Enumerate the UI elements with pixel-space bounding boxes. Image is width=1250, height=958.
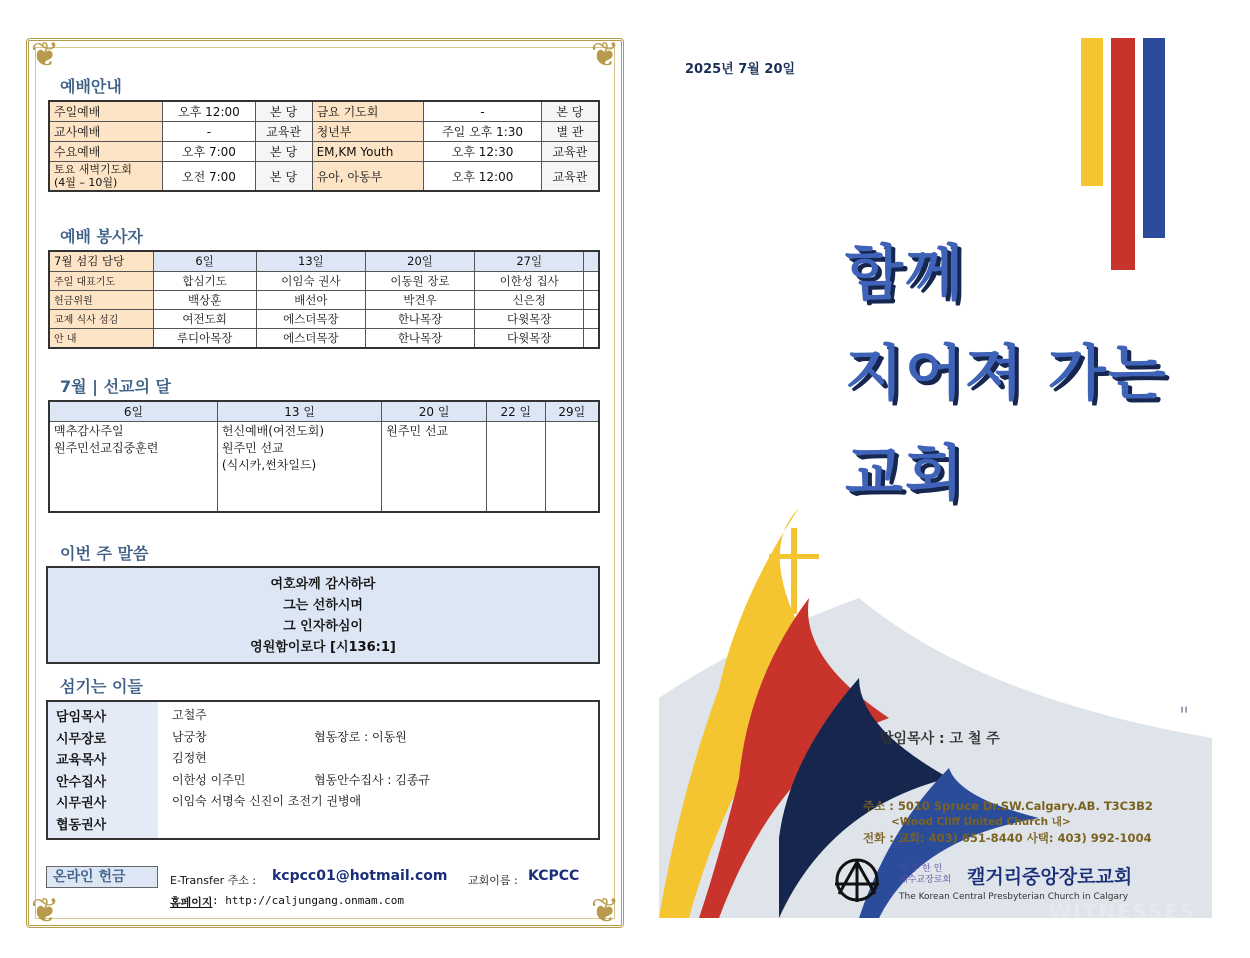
- section-title-word: 이번 주 말씀: [60, 544, 149, 563]
- worship-cell: 오후 7:00: [163, 142, 255, 162]
- staff-row: [48, 771, 598, 793]
- church-address-note: <Wood Cliff United Church 내>: [891, 816, 1071, 828]
- servers-cell: 합심기도: [153, 271, 256, 290]
- cover-title-line: 지어져 가는: [845, 339, 1168, 409]
- mission-header-cell: 29일: [545, 401, 599, 422]
- servers-cell: 박견우: [365, 290, 474, 309]
- cover-title-line: 교회: [845, 439, 965, 509]
- worship-cell: 교육관: [541, 162, 599, 192]
- church-english-name: The Korean Central Presbyterian Church in Calgary: [899, 892, 1129, 902]
- svg-text:": ": [1179, 704, 1190, 729]
- worship-cell: -: [163, 122, 255, 142]
- mission-cell: 원주민 선교: [382, 422, 487, 512]
- worship-cell: 토요 새벽기도회 (4월 – 10월): [49, 162, 163, 192]
- servers-cell: 다윗목장: [475, 309, 584, 328]
- staff-extra: 협동장로 : 이동원: [314, 729, 407, 744]
- bulletin-date: 2025년 7월 20일: [685, 62, 796, 77]
- servers-cell: 백상훈: [153, 290, 256, 309]
- servers-cell: 에스더목장: [256, 328, 365, 348]
- mission-header-row: [49, 401, 599, 422]
- servers-cell: 헌금위원: [49, 290, 153, 309]
- worship-cell: 본 당: [255, 101, 312, 122]
- staff-names: 고철주: [172, 708, 207, 722]
- worship-row: [49, 142, 599, 162]
- servers-header-row: [49, 251, 599, 271]
- church-name-short: KCPCC: [528, 868, 580, 884]
- staff-role: 협동권사: [56, 817, 107, 833]
- denomination-label: 미 주 한 인 예수교장로회: [899, 864, 952, 885]
- servers-cell: 교제 식사 섬김: [49, 309, 153, 328]
- mission-header-cell: 22 일: [486, 401, 545, 422]
- cover-title-line: 함께: [845, 239, 965, 309]
- worship-cell: 별 관: [541, 122, 599, 142]
- cover-title: [845, 224, 1168, 524]
- worship-cell: 본 당: [541, 101, 599, 122]
- servers-row: [49, 328, 599, 348]
- worship-cell: -: [424, 101, 541, 122]
- verse-line: 그는 선하시며: [283, 598, 363, 613]
- staff-row: [48, 706, 598, 728]
- servers-cell: [584, 328, 599, 348]
- worship-cell: 수요예배: [49, 142, 163, 162]
- servers-header-cell: 6일: [153, 251, 256, 271]
- worship-cell: 본 당: [255, 142, 312, 162]
- staff-role: 시무장로: [56, 731, 107, 747]
- worship-row: [49, 122, 599, 142]
- staff-row: [48, 728, 598, 750]
- servers-cell: [584, 271, 599, 290]
- servers-cell: 주일 대표기도: [49, 271, 153, 290]
- staff-row: [48, 792, 598, 814]
- staff-names: 김정현: [172, 751, 207, 765]
- servers-cell: 안 내: [49, 328, 153, 348]
- servers-row: [49, 290, 599, 309]
- servers-cell: 에스더목장: [256, 309, 365, 328]
- mission-header-cell: 13 일: [217, 401, 381, 422]
- servers-row: [49, 271, 599, 290]
- servers-cell: 이한성 집사: [475, 271, 584, 290]
- servers-cell: 다윗목장: [475, 328, 584, 348]
- worship-row: [49, 162, 599, 192]
- mission-cell: 헌신예배(여전도회) 원주민 선교 (식시카,썬차일드): [217, 422, 381, 512]
- staff-role: 담임목사: [56, 710, 107, 725]
- mission-cell: [545, 422, 599, 512]
- worship-table: [48, 100, 600, 192]
- worship-cell: 금요 기도회: [312, 101, 424, 122]
- church-phone: 전화 : 교회: 403) 651-8440 사택: 403) 992-1004: [863, 831, 1152, 845]
- ornament-icon: ❦: [590, 35, 620, 75]
- servers-header-cell: [584, 251, 599, 271]
- mission-header-cell: 20 일: [382, 401, 487, 422]
- staff-role: 안수집사: [56, 774, 107, 790]
- mission-cell: [486, 422, 545, 512]
- staff-row: [48, 814, 598, 836]
- staff-names: 이한성 이주민: [172, 772, 246, 787]
- servers-cell: [584, 290, 599, 309]
- worship-cell: 오후 12:00: [163, 101, 255, 122]
- servers-header-cell: 27일: [475, 251, 584, 271]
- bulletin-cover: [659, 38, 1212, 918]
- worship-cell: 청년부: [312, 122, 424, 142]
- ornament-icon: ❦: [590, 891, 620, 931]
- mission-header-cell: 6일: [49, 401, 217, 422]
- staff-names: 남궁창: [172, 729, 207, 744]
- mission-cell: 맥추감사주일 원주민선교집중훈련: [49, 422, 217, 512]
- staff-extra: 협동안수집사 : 김종규: [314, 772, 431, 787]
- servers-cell: 신은정: [475, 290, 584, 309]
- section-title-staff: 섬기는 이들: [60, 677, 143, 696]
- weekly-verse: [46, 566, 600, 664]
- worship-cell: EM,KM Youth: [312, 142, 424, 162]
- worship-row: [49, 101, 599, 122]
- servers-cell: 이동원 장로: [365, 271, 474, 290]
- worship-cell: 주일 오후 1:30: [424, 122, 541, 142]
- section-title-worship: 예배안내: [60, 77, 122, 96]
- servers-cell: 이임숙 권사: [256, 271, 365, 290]
- worship-cell: 유아, 아동부: [312, 162, 424, 192]
- worship-cell: 오후 12:30: [424, 142, 541, 162]
- staff-names: 이임숙 서명숙 신진이 조전기 권병애: [172, 794, 362, 808]
- servers-header-cell: 7월 섬김 담당: [49, 251, 153, 271]
- worship-cell: 본 당: [255, 162, 312, 192]
- worship-cell: 오후 12:00: [424, 162, 541, 192]
- ornament-icon: ❦: [30, 35, 60, 75]
- homepage-label: 홈페이지: [170, 896, 213, 909]
- witnesses-watermark: WITNESSES: [1049, 900, 1197, 918]
- online-offering-label: 온라인 헌금: [46, 866, 158, 888]
- homepage-link[interactable]: : http://caljungang.onmam.com: [212, 894, 405, 907]
- servers-table: [48, 250, 600, 349]
- staff-row: [48, 749, 598, 771]
- servers-row: [49, 309, 599, 328]
- church-name: 캘거리중앙장로교회: [967, 866, 1133, 888]
- verse-line: 영원함이로다 [시136:1]: [250, 640, 396, 655]
- bulletin-inner-page: [26, 35, 624, 931]
- worship-cell: 교사예배: [49, 122, 163, 142]
- worship-cell: 교육관: [255, 122, 312, 142]
- servers-header-cell: 20일: [365, 251, 474, 271]
- staff-role: 교육목사: [56, 753, 107, 768]
- mission-table: [48, 400, 600, 513]
- worship-cell: 오전 7:00: [163, 162, 255, 192]
- etransfer-label: E-Transfer 주소 :: [170, 874, 257, 887]
- verse-line: 그 인자하심이: [283, 619, 363, 634]
- section-title-mission: 7월 | 선교의 달: [60, 377, 171, 396]
- servers-header-cell: 13일: [256, 251, 365, 271]
- staff-role: 시무권사: [56, 796, 107, 811]
- servers-cell: 배선아: [256, 290, 365, 309]
- servers-cell: 여전도회: [153, 309, 256, 328]
- ornament-icon: ❦: [30, 891, 60, 931]
- servers-cell: 한나목장: [365, 328, 474, 348]
- church-name-label: 교회이름 :: [468, 874, 518, 887]
- worship-cell: 주일예배: [49, 101, 163, 122]
- section-title-servers: 예배 봉사자: [60, 227, 143, 246]
- verse-line: 여호와께 감사하라: [270, 577, 376, 592]
- servers-cell: 한나목장: [365, 309, 474, 328]
- mission-row: [49, 422, 599, 512]
- senior-pastor: 담임목사 : 고 철 주: [880, 731, 1000, 747]
- staff-list: [46, 700, 600, 840]
- servers-cell: 루디아목장: [153, 328, 256, 348]
- servers-cell: [584, 309, 599, 328]
- worship-cell: 교육관: [541, 142, 599, 162]
- etransfer-email[interactable]: kcpcc01@hotmail.com: [272, 868, 448, 884]
- church-address: 주소 : 5010 Spruce Dr.SW.Calgary.AB. T3C3B2: [863, 799, 1153, 813]
